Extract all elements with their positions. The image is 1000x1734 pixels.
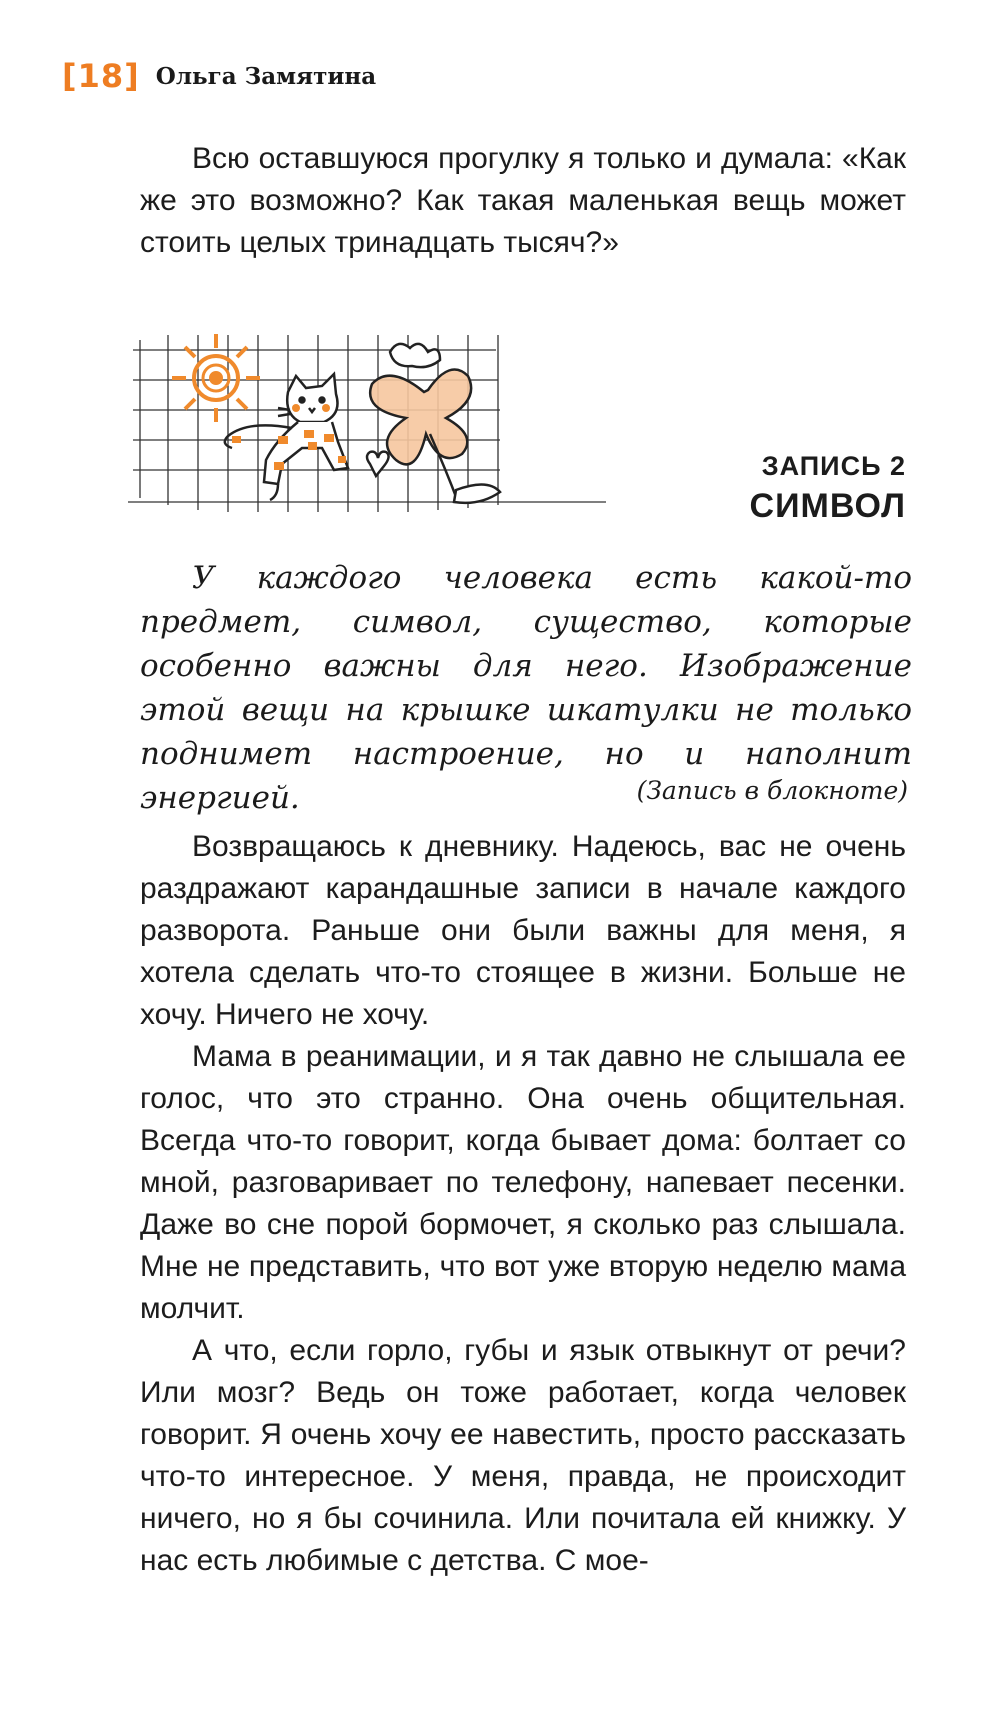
- page-header: [62, 56, 376, 96]
- sun-icon: [172, 334, 260, 422]
- entry-heading: [750, 448, 906, 528]
- intro-text: [140, 138, 906, 264]
- intro-paragraph: Всю оставшуюся прогулку я только и думала: «Как же это возможно? Как такая маленькая вещь может стоить целых тринадцать тысяч?»: [140, 142, 906, 259]
- page-number: [18]: [62, 57, 140, 95]
- body-text: [140, 826, 906, 1582]
- sketch-illustration: [128, 330, 606, 540]
- entry-title: СИМВОЛ: [749, 487, 906, 525]
- author-name: Ольга Замятина: [155, 62, 377, 90]
- entry-number: ЗАПИСЬ 2: [761, 451, 906, 481]
- body-paragraph: Мама в реанимации, и я так давно не слышала ее голос, что это странно. Она очень общительная. Всегда что-то говорит, когда бывает дома: болтает со мной, разговаривает по телефону, напевает песенки. Даже во сне порой бормочет, я сколько раз слышала. Мне не представить, что вот уже вторую неделю мама молчит.: [140, 1040, 906, 1325]
- note-source: (Запись в блокноте): [636, 776, 908, 805]
- note-text: У каждого человека есть какой-то предмет, символ, существо, которые особенно важны для него. Изображение этой вещи на крышке шкатулки не только поднимет настроение, но и наполнит энергией.: [140, 560, 912, 816]
- body-paragraph: Возвращаюсь к дневнику. Надеюсь, вас не очень раздражают карандашные записи в начале каждого разворота. Раньше они были важны для меня, я хотела сделать что-то стоящее в жизни. Больше не хочу. Ничего не хочу.: [140, 830, 906, 1031]
- body-paragraph: А что, если горло, губы и язык отвыкнут от речи? Или мозг? Ведь он тоже работает, когда человек говорит. Я очень хочу ее навестить, просто рассказать что-то интересное. У меня, правда, не происходит ничего, но я бы сочинила. Или почитала ей книжку. У нас есть любимые с детства. С мое-: [140, 1334, 906, 1577]
- flower-icon: [367, 344, 500, 503]
